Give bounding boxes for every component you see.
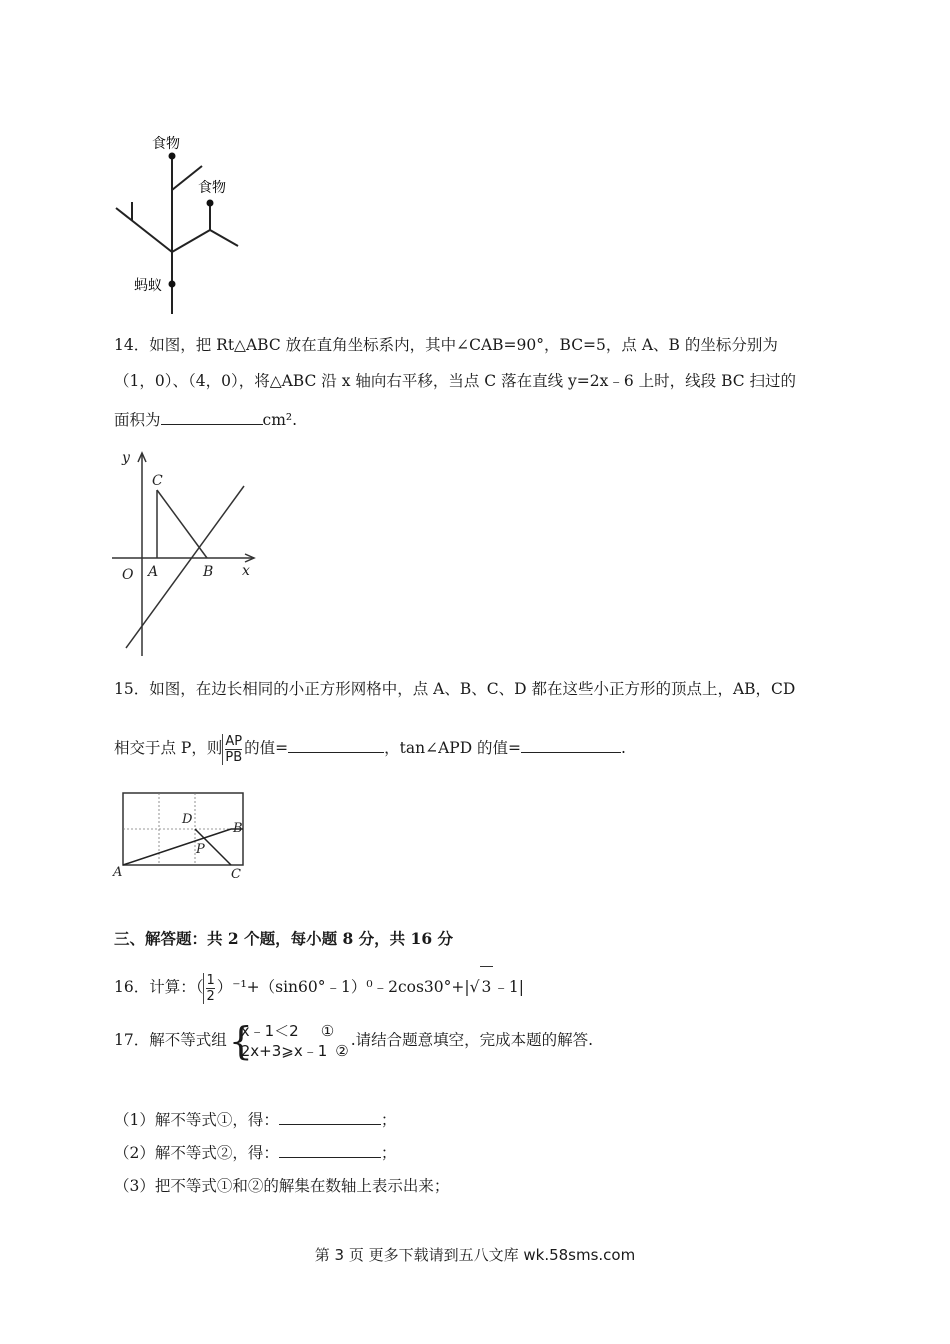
q14-line2: （1，0）、（4，0），将△ABC 沿 x 轴向右平移，当点 C 落在直线 y=2x﹣6 上时，线段 BC 扫过的 [114,372,797,390]
x-label: x [242,563,250,579]
inequality-system [229,1021,349,1061]
food-label-top: 食物 [152,136,180,152]
branch-left [116,208,172,252]
fraction-denominator: PB [225,749,243,765]
grid-point-b: B [233,821,243,836]
inequality-row-1 [241,1021,349,1041]
tree-figure [110,128,240,314]
q14-answer-blank[interactable] [161,408,263,425]
q15-value-label: 的值= [244,739,289,757]
grid-point-a: A [113,865,123,880]
branch-right [172,230,210,252]
mark-1: ① [320,1022,335,1040]
q14-line1: 14．如图，把 Rt△ABC 放在直角坐标系内，其中∠CAB=90°，BC=5，点 A、B 的坐标分别为 [114,336,778,354]
q17-step1 [114,1108,396,1131]
origin-label: O [122,567,134,583]
sqrt-symbol: √ [469,978,480,996]
branch-right-out [210,230,238,246]
tree-diagram [110,128,240,314]
ap-over-pb-fraction [222,734,244,765]
fraction-numerator: AP [225,733,243,749]
step2-end: ； [380,1144,397,1162]
point-a-label: A [148,564,159,580]
half-numerator: 1 [206,972,215,988]
q15-answer-blank-2[interactable] [521,736,621,753]
ant-label: 蚂蚁 [134,278,162,294]
section-3-heading: 三、解答题：共 2 个题，每小题 8 分，共 16 分 [114,929,454,948]
grid-point-d: D [182,812,193,827]
half-denominator: 2 [206,988,215,1004]
food-dot-right [207,200,214,207]
page-footer: 第 3 页 更多下载请到五八文库 wk.58sms.com [314,1246,636,1264]
inequality-1: x﹣1＜2 [240,1022,299,1040]
point-b-label: B [203,564,214,580]
step1-label: （1）解不等式①，得： [114,1111,279,1129]
step1-answer-blank[interactable] [279,1108,381,1125]
q17-instruction: .请结合题意填空，完成本题的解答. [350,1031,594,1049]
sqrt-radicand: 3 [480,966,494,1007]
system-brace: { [228,1019,253,1063]
q16-expression [114,966,524,1010]
coordinate-figure [112,448,257,658]
inequality-row-2 [241,1041,349,1061]
step2-answer-blank[interactable] [279,1141,381,1158]
grid-point-p: P [196,842,205,857]
q17-line [114,1018,593,1066]
grid-diagram [112,790,252,880]
q15-tan-label: ，tan∠APD 的值= [384,739,522,757]
food-dot-top [169,153,176,160]
point-c-label: C [152,473,163,489]
q16-prefix: 16．计算：（ [114,978,204,996]
step1-end: ； [380,1111,397,1129]
q16-middle: ）⁻¹+（sin60°﹣1）⁰﹣2cos30°+| [216,978,470,996]
inequality-2: 2x+3⩾x﹣1 [240,1042,328,1060]
mark-2: ② [335,1042,349,1060]
q17-step3: （3）把不等式①和②的解集在数轴上表示出来； [114,1177,450,1195]
q14-unit: cm². [262,411,298,429]
grid-figure [112,790,252,880]
q17-step2 [114,1141,396,1164]
coordinate-diagram [112,448,257,658]
q15-line1: 15．如图，在边长相同的小正方形网格中，点 A、B、C、D 都在这些小正方形的顶点上，AB，CD [114,680,796,698]
one-half-fraction [203,973,216,1004]
q15-prefix: 相交于点 P，则 [114,739,223,757]
q17-prefix: 17．解不等式组 [114,1031,227,1049]
q14-line3 [114,408,297,431]
grid-point-c: C [231,867,241,880]
q15-end: . [621,739,626,757]
step2-label: （2）解不等式②，得： [114,1144,279,1162]
line-y-2x-6 [126,486,244,648]
q16-end: ﹣1| [493,978,524,996]
ant-dot [169,281,176,288]
food-label-right: 食物 [198,180,226,196]
segment-ab [123,829,231,865]
y-label: y [122,450,130,466]
q14-area-label: 面积为 [114,411,161,429]
q15-answer-blank-1[interactable] [288,736,384,753]
q15-line2 [114,726,626,776]
